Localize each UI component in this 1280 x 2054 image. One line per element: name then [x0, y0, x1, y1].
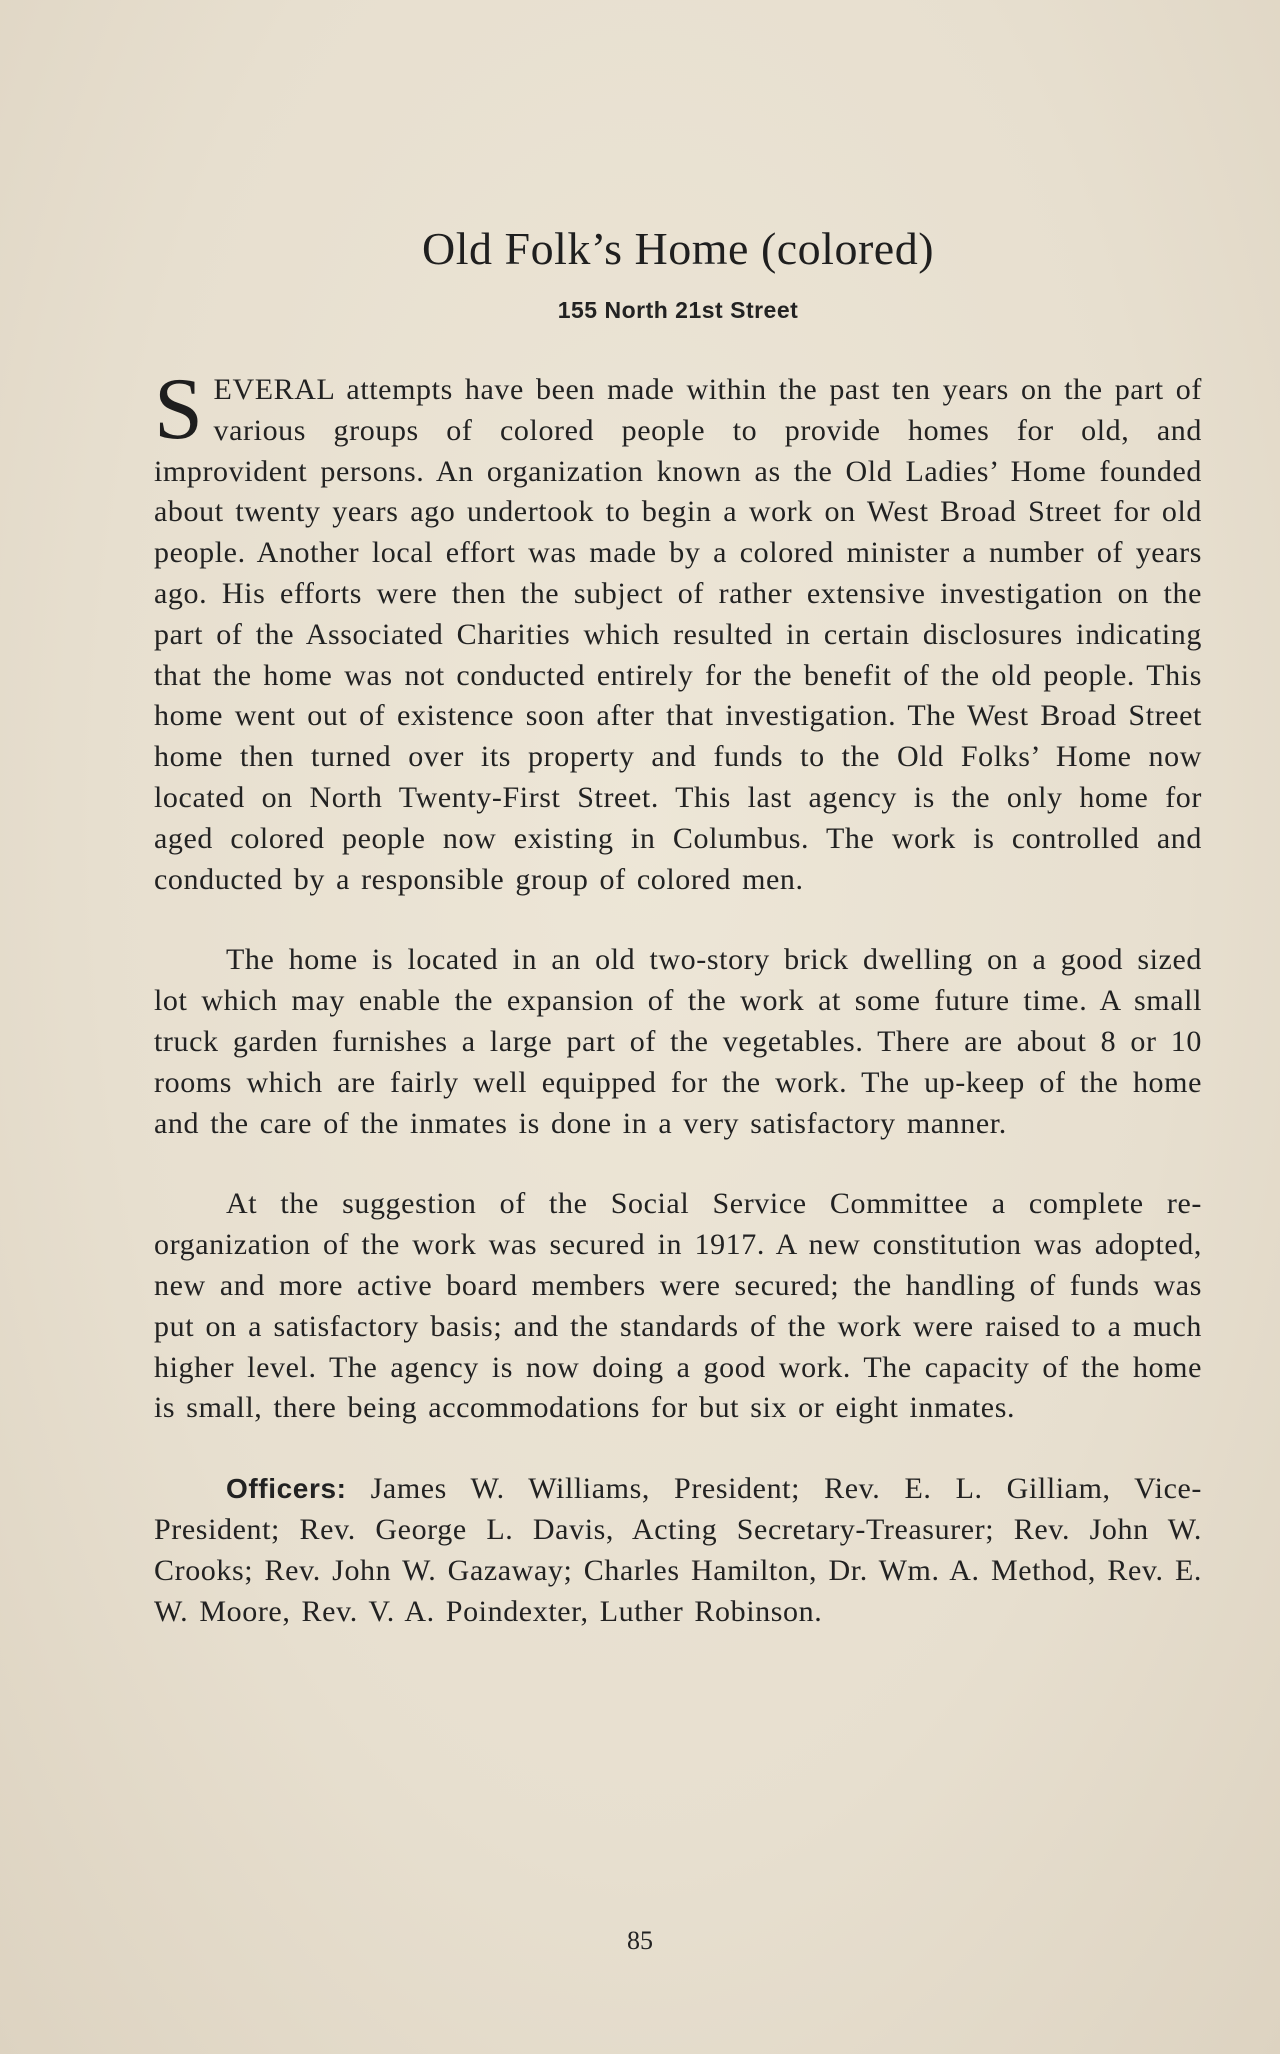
paragraph-officers	[154, 1469, 1202, 1632]
paragraph-history	[154, 361, 1202, 900]
officers-label: Officers:	[226, 1473, 347, 1505]
officers-list: James W. Williams, President; Rev. E. L. Gilliam, Vice-President; Rev. George L. Davis, Acting Secretary-Treasurer; Rev. John W. Crooks; Rev. John W. Gazaway; Charles Hamilton, Dr. Wm. A. Method, Rev. E. W. Moore, Rev. V. A. Poindexter, Luther Robinson.	[154, 1472, 1202, 1628]
paragraph-gap	[154, 1144, 1202, 1184]
page-number: 85	[627, 1926, 653, 1955]
document-page	[154, 222, 1202, 1632]
paragraph-gap	[154, 900, 1202, 940]
paragraph-reorganization: At the suggestion of the Social Service Committee a complete re-organization of the work was secured in 1917. A new constitution was adopted, new and more active board members were secured; the handling of funds was put on a satisfactory basis; and the standards of the work were raised to a much higher level. The agency is now doing a good work. The capacity of the home is small, there being accommodations for but six or eight inmates.	[154, 1187, 1202, 1425]
paragraph-facility: The home is located in an old two-story brick dwelling on a good sized lot which may enable the expansion of the work at some future time. A small truck garden furnishes a large part of the vegetables. There are about 8 or 10 rooms which are fairly well equipped for the work. The up-keep of the home and the care of the inmates is done in a very satisfactory manner.	[154, 943, 1202, 1140]
address-subtitle: 155 North 21st Street	[557, 297, 799, 323]
page-title: Old Folk’s Home (colored)	[421, 223, 935, 274]
drop-cap: S	[154, 361, 204, 458]
paragraph-history-text: EVERAL attempts have been made within the past ten years on the part of various groups of colored people to provide homes for old, and improvident persons. An organization known as the Old Ladies’ Home founded about twenty years ago undertook to begin a work on West Broad Street for old people. Another local effort was made by a colored minister a number of years ago. His efforts were then the subject of rather extensive investigation on the part of the Associated Charities which resulted in certain disclosures indicating that the home was not conducted entirely for the benefit of the old people. This home went out of existence soon after that investigation. The West Broad Street home then turned over its property and funds to the Old Folks’ Home now located on North Twenty-First Street. This last agency is the only home for aged colored people now existing in Columbus. The work is controlled and conducted by a responsible group of colored men.	[154, 373, 1202, 896]
paragraph-gap	[154, 1429, 1202, 1469]
